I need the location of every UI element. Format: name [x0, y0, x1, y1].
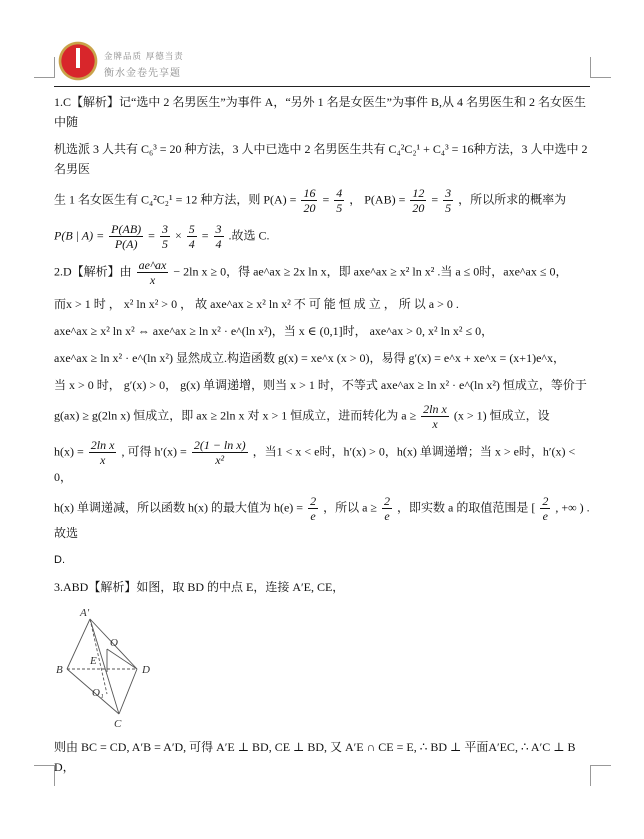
- fraction: $\frac{3}{5}$: [161, 222, 168, 251]
- fraction: $\frac{16}{20}$: [303, 186, 316, 215]
- corner-mark: [34, 765, 55, 786]
- text: h(x) =: [54, 444, 84, 459]
- corner-mark: [590, 765, 611, 786]
- q1-line2: 机选派 3 人共有 C₆³ = 20 种方法，3 人中已选中 2 名男医生共有 C₄²C₂¹ + C₄³ = 16种方法，3 人中选中 2 名男医: [54, 142, 588, 176]
- text: ，即实数 a 的取值范围是 [: [397, 500, 536, 515]
- header-brand: 衡水金卷先享题: [104, 68, 181, 79]
- q2-line5: 当 x > 0 时， g′(x) > 0， g(x) 单调递增，则当 x > 1 时，不等式 axe^ax ≥ ln x² · e^(ln x²) 恒成立，等价于: [54, 378, 587, 392]
- fraction: $\frac{ae\^{}ax}{x}$: [138, 258, 167, 287]
- fraction: $\frac{3}{5}$: [445, 186, 452, 215]
- q3-line1: 3.ABD【解析】如图，取 BD 的中点 E，连接 A′E, CE，: [54, 580, 345, 594]
- fraction: $\frac{\text{2(1 − ln x)}}{\text{x²}}$: [193, 438, 246, 467]
- fraction: $\frac{P(AB)}{P(A)}$: [111, 222, 142, 251]
- fraction: $\frac{4}{5}$: [336, 186, 343, 215]
- text: ，当1 < x < e时，h′(x) > 0，h(x) 单调递增；当 x > e时，h′(x) < 0，: [54, 444, 576, 484]
- q2-line9: D.: [54, 554, 65, 566]
- q1-line4: [54, 222, 590, 251]
- text: P(B | A) =: [54, 228, 105, 243]
- text: 生 1 名女医生有 C₄²C₂¹ = 12 种方法，则 P(A) =: [54, 192, 297, 207]
- fraction: $\frac{\text{2ln x}}{x}$: [423, 402, 447, 431]
- label-C: C: [114, 718, 122, 729]
- fraction: $\frac{2}{e}$: [384, 494, 390, 523]
- text: =: [148, 228, 155, 243]
- fraction: $\frac{3}{4}$: [215, 222, 222, 251]
- logo-icon: [57, 40, 99, 82]
- tetrahedron-figure: [54, 604, 174, 729]
- fraction: $\frac{\text{2ln x}}{x}$: [90, 438, 115, 467]
- label-A: A′: [80, 607, 90, 619]
- q2-line3: axe^ax ≥ x² ln x² ⇔ axe^ax ≥ ln x² · e^(ln x²)，当 x ∈ (0,1]时， axe^ax > 0, x² ln x² ≤ 0，: [54, 324, 494, 338]
- q2-line6: [54, 402, 590, 431]
- q2-line7: [54, 438, 590, 487]
- text: =: [322, 192, 330, 207]
- text: , +∞ ) . 故选: [54, 500, 590, 540]
- text: g(ax) ≥ g(2ln x) 恒成立，即 ax ≥ 2ln x 对 x > 1 恒成立，进而转化为 a ≥: [54, 408, 417, 423]
- q1-line1: 1.C【解析】记“选中 2 名男医生”为事件 A，“另外 1 名是女医生”为事件 B,从 4 名男医生和 2 名女医生中随: [54, 95, 586, 129]
- header-motto: 金牌品质 厚德当责: [104, 52, 184, 62]
- corner-mark: [590, 57, 611, 78]
- q2-line4: axe^ax ≥ ln x² · e^(ln x²) 显然成立.构造函数 g(x) = xe^x (x > 0)，易得 g′(x) = e^x + xe^x = (x+1)e^x，: [54, 351, 566, 365]
- fraction: $\frac{2}{e}$: [310, 494, 317, 523]
- q2-line1: [54, 258, 590, 287]
- q3-line2: 则由 BC = CD, A′B = A′D, 可得 A′E ⊥ BD, CE ⊥ BD, 又 A′E ∩ CE = E, ∴ BD ⊥ 平面A′EC, ∴ A′C ⊥ BD，: [54, 740, 576, 774]
- text: =: [431, 192, 439, 207]
- text: ×: [174, 228, 182, 243]
- text: ，所以所求的概率为: [458, 192, 567, 207]
- text: , 可得 h′(x) =: [121, 444, 187, 459]
- header-rule: [54, 86, 590, 87]
- label-O1: O₁: [92, 687, 104, 699]
- text: 2.D【解析】由: [54, 264, 132, 279]
- fraction: $\frac{12}{20}$: [412, 186, 425, 215]
- text: (x > 1) 恒成立，设: [453, 408, 550, 423]
- fraction: $\frac{2}{e}$: [542, 494, 549, 523]
- q1-line3: [54, 186, 590, 215]
- q2-line2: 而x > 1 时 ， x² ln x² > 0 ， 故 axe^ax ≥ x² ln x² 不 可 能 恒 成 立 ， 所 以 a > 0 .: [54, 297, 459, 311]
- text: ，所以 a ≥: [323, 500, 377, 515]
- text: .故选 C.: [228, 228, 270, 243]
- label-E: E: [90, 655, 97, 667]
- corner-mark: [34, 57, 55, 78]
- document-body: [54, 92, 590, 784]
- fraction: $\frac{5}{4}$: [188, 222, 195, 251]
- text: − 2ln x ≥ 0，得 ae^ax ≥ 2x ln x，即 axe^ax ≥ x² ln x² .当 a ≤ 0时，axe^ax ≤ 0，: [173, 264, 568, 279]
- text: h(x) 单调递减，所以函数 h(x) 的最大值为 h(e) =: [54, 500, 304, 515]
- q2-line8: [54, 494, 590, 543]
- label-D: D: [142, 664, 150, 676]
- label-B: B: [56, 664, 63, 676]
- label-O: O: [110, 637, 118, 649]
- text: ， P(AB) =: [349, 192, 406, 207]
- text: =: [201, 228, 209, 243]
